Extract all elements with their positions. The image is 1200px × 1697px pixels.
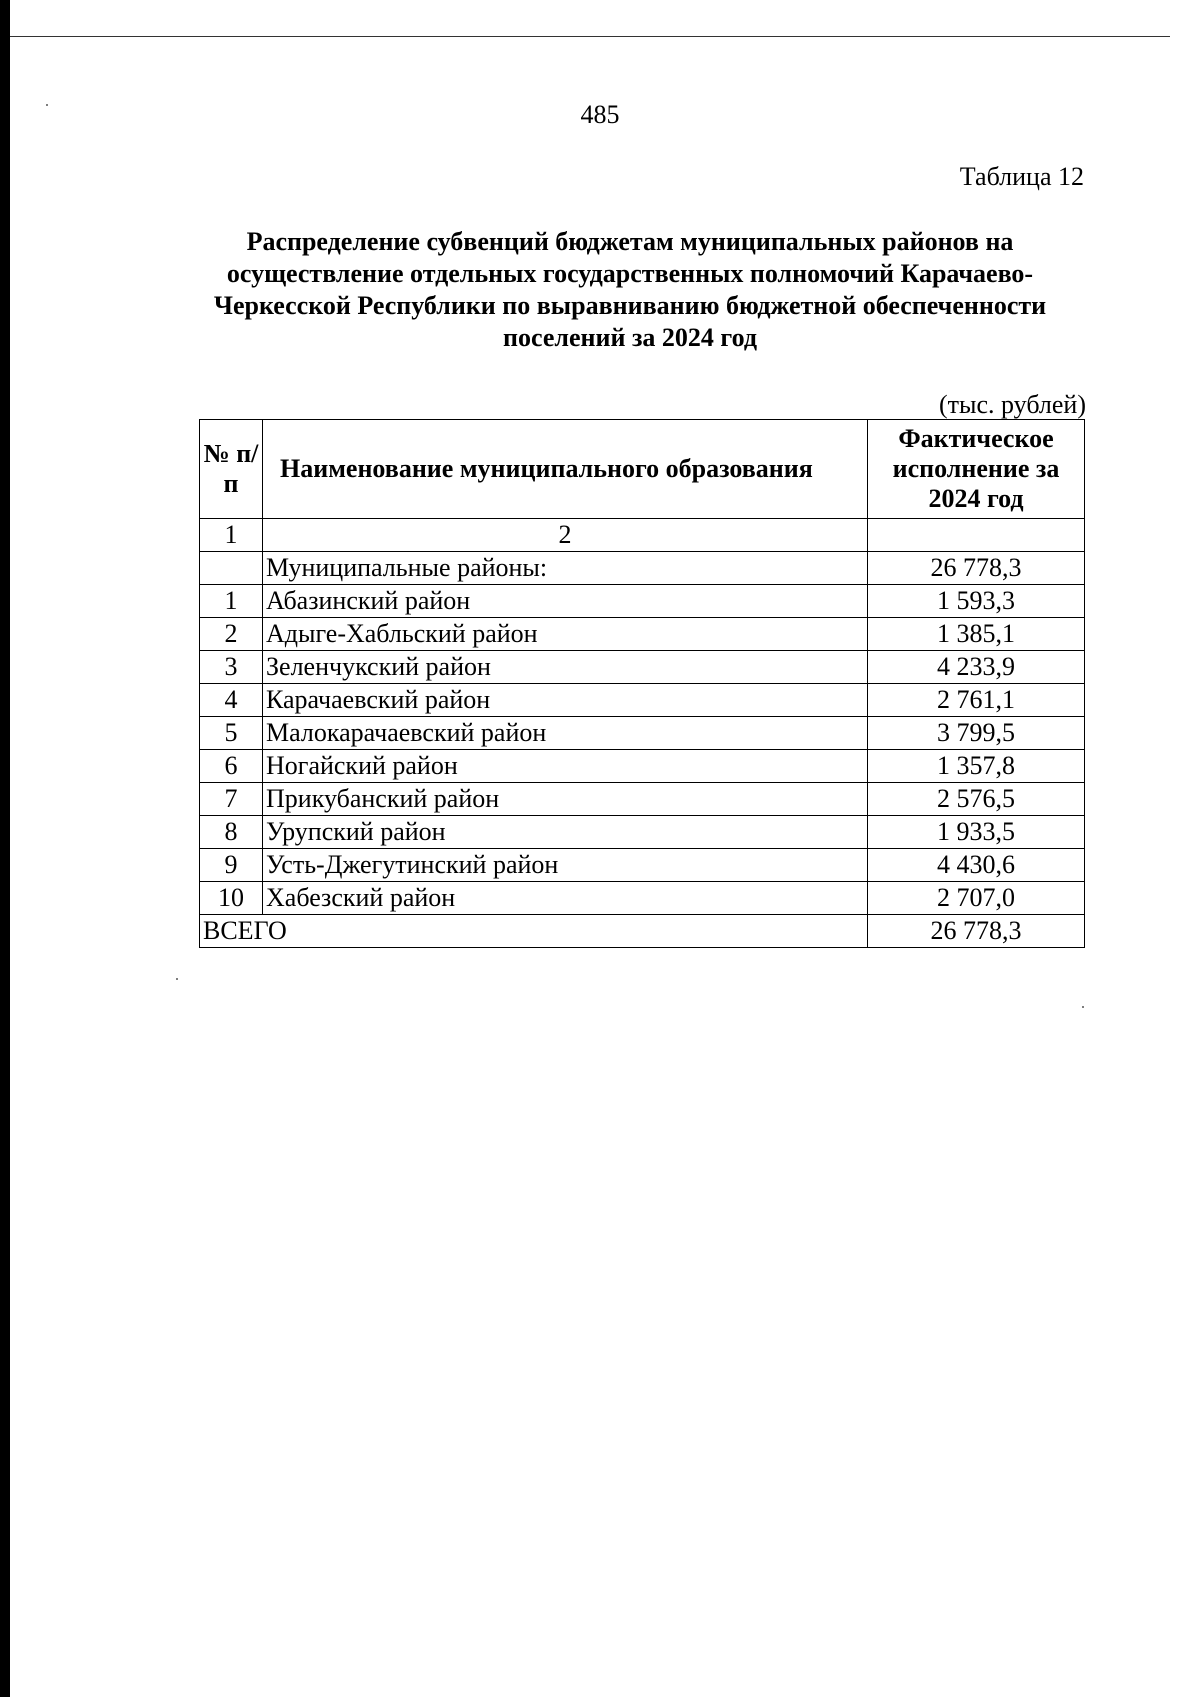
header-name: Наименование муниципального образования <box>263 420 868 519</box>
row-name: Урупский район <box>263 816 868 849</box>
total-label: ВСЕГО <box>200 915 868 948</box>
table-row <box>200 585 1085 618</box>
row-value: 1 357,8 <box>868 750 1085 783</box>
row-value: 1 593,3 <box>868 585 1085 618</box>
table-row <box>200 618 1085 651</box>
index-row <box>200 519 1085 552</box>
row-num: 10 <box>200 882 263 915</box>
row-num: 5 <box>200 717 263 750</box>
row-num: 2 <box>200 618 263 651</box>
data-table <box>199 419 1085 948</box>
table-row <box>200 684 1085 717</box>
scan-border <box>0 0 10 1697</box>
row-name: Карачаевский район <box>263 684 868 717</box>
row-num: 9 <box>200 849 263 882</box>
page-number: 485 <box>580 100 620 129</box>
table-row <box>200 717 1085 750</box>
row-value: 4 233,9 <box>868 651 1085 684</box>
total-row <box>200 915 1085 948</box>
table-row <box>200 882 1085 915</box>
table-row <box>200 651 1085 684</box>
table-row <box>200 750 1085 783</box>
table-header-row <box>200 420 1085 519</box>
row-name: Малокарачаевский район <box>263 717 868 750</box>
header-value: Фактическое исполнение за 2024 год <box>868 420 1085 519</box>
table-row <box>200 849 1085 882</box>
row-value: 2 761,1 <box>868 684 1085 717</box>
row-num: 7 <box>200 783 263 816</box>
subtotal-row <box>200 552 1085 585</box>
row-name: Зеленчукский район <box>263 651 868 684</box>
row-num: 4 <box>200 684 263 717</box>
index-name: 2 <box>263 519 868 552</box>
row-value: 3 799,5 <box>868 717 1085 750</box>
row-num: 1 <box>200 585 263 618</box>
row-name: Абазинский район <box>263 585 868 618</box>
row-value: 2 576,5 <box>868 783 1085 816</box>
header-num: № п/п <box>200 420 263 519</box>
row-num: 8 <box>200 816 263 849</box>
index-value <box>868 519 1085 552</box>
row-name: Прикубанский район <box>263 783 868 816</box>
row-value: 1 385,1 <box>868 618 1085 651</box>
row-name: Усть-Джегутинский район <box>263 849 868 882</box>
row-name: Адыге-Хабльский район <box>263 618 868 651</box>
table-row <box>200 783 1085 816</box>
index-num: 1 <box>200 519 263 552</box>
table-label: Таблица 12 <box>959 162 1084 191</box>
row-value: 1 933,5 <box>868 816 1085 849</box>
row-value: 4 430,6 <box>868 849 1085 882</box>
subtotal-num <box>200 552 263 585</box>
row-value: 2 707,0 <box>868 882 1085 915</box>
document-title: Распределение субвенций бюджетам муниципальных районов на осуществление отдельных государственных полномочий Карачаево-Черкесской Республики по выравниванию бюджетной обеспеченности поселений за 2024 год <box>213 227 1047 352</box>
row-num: 3 <box>200 651 263 684</box>
total-value: 26 778,3 <box>868 915 1085 948</box>
units-label: (тыс. рублей) <box>938 390 1086 419</box>
row-name: Ногайский район <box>263 750 868 783</box>
row-num: 6 <box>200 750 263 783</box>
scan-speck <box>176 978 178 980</box>
table-row <box>200 816 1085 849</box>
subtotal-value: 26 778,3 <box>868 552 1085 585</box>
scan-speck <box>1082 1006 1084 1008</box>
scan-edge-line <box>10 36 1170 37</box>
subtotal-name: Муниципальные районы: <box>263 552 868 585</box>
row-name: Хабезский район <box>263 882 868 915</box>
